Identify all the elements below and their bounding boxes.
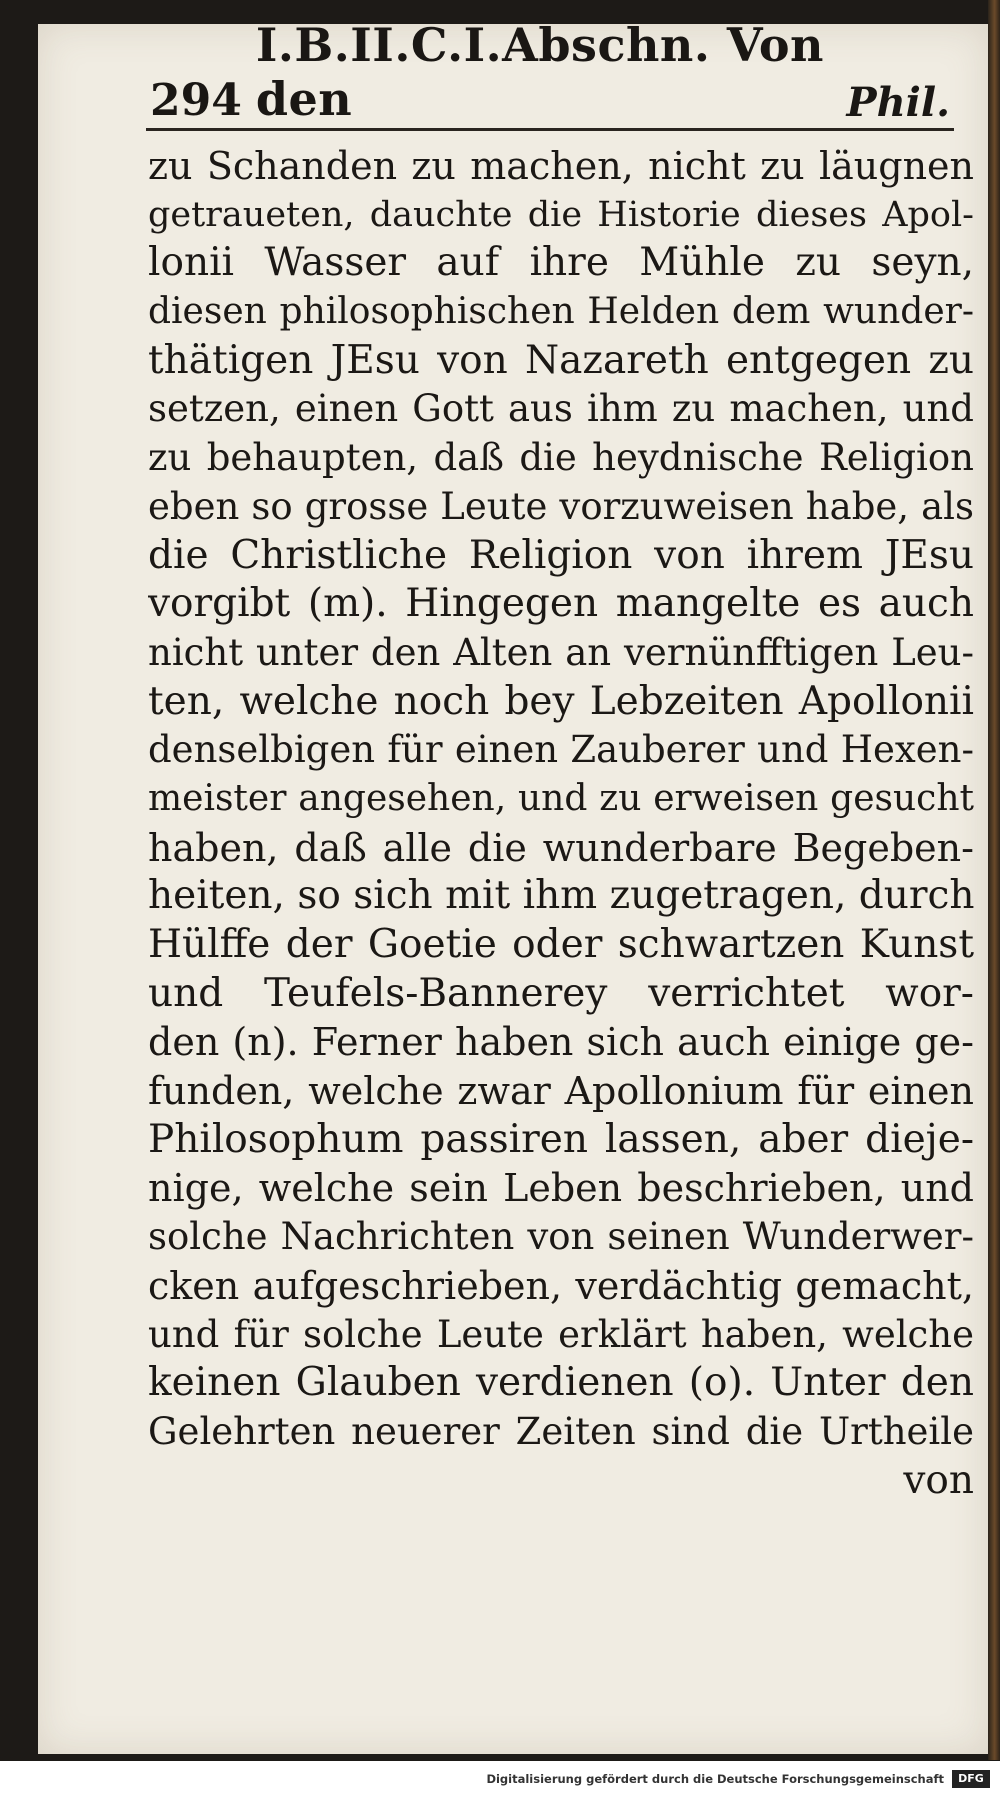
text-line: vorgibt (m). Hingegen mangelte es auch	[148, 581, 974, 627]
text-line: Philosophum passiren lassen, aber dieje-	[148, 1116, 974, 1162]
text-line: thätigen JEsu von Nazareth entgegen zu	[148, 337, 974, 383]
dfg-logo: DFG	[952, 1770, 990, 1788]
body-text	[148, 142, 974, 1505]
text-line: und für solche Leute erklärt haben, welche	[148, 1312, 974, 1356]
text-line: die Christliche Religion von ihrem JEsu	[148, 532, 974, 578]
book-page	[38, 18, 988, 1754]
text-line: denselbigen für einen Zauberer und Hexen-	[148, 728, 974, 772]
text-line: Hülffe der Goetie oder schwartzen Kunst	[148, 922, 974, 967]
text-line: setzen, einen Gott aus ihm zu machen, und	[148, 387, 974, 431]
text-line: meister angesehen, und zu erweisen gesucht	[148, 777, 974, 819]
text-line: cken aufgeschrieben, verdächtig gemacht,	[148, 1263, 974, 1308]
text-line: heiten, so sich mit ihm zugetragen, durch	[148, 873, 974, 919]
footer-credit: Digitalisierung gefördert durch die Deutsche Forschungsgemeinschaft	[486, 1772, 944, 1786]
text-line: lonii Wasser auf ihre Mühle zu seyn,	[148, 240, 974, 286]
text-line: diesen philosophischen Helden dem wunder-	[148, 291, 974, 333]
text-line: solche Nachrichten von seinen Wunderwer-	[148, 1215, 974, 1259]
text-line: eben so grosse Leute vorzuweisen habe, als	[148, 484, 974, 528]
text-line: haben, daß alle die wunderbare Begeben-	[148, 825, 974, 870]
text-line: von	[903, 1457, 974, 1503]
text-line: zu Schanden zu machen, nicht zu läugnen	[148, 144, 974, 188]
text-line: und Teufels-Bannerey verrichtet wor-	[148, 970, 974, 1016]
text-line: getraueten, dauchte die Historie dieses Apol-	[148, 194, 974, 235]
text-line: Gelehrten neuerer Zeiten sind die Urtheile	[148, 1409, 974, 1453]
text-line: keinen Glauben verdienen (o). Unter den	[148, 1360, 974, 1406]
header-rule	[146, 128, 954, 131]
text-line: funden, welche zwar Apollonium für einen	[148, 1069, 974, 1114]
text-line: den (n). Ferner haben sich auch einige ge-	[148, 1020, 974, 1065]
text-line: nige, welche sein Leben beschrieben, und	[148, 1166, 974, 1211]
footer-bar	[0, 1761, 1000, 1795]
text-line: ten, welche noch bey Lebzeiten Apollonii	[148, 678, 974, 724]
text-line: nicht unter den Alten an vernünfftigen Leu-	[148, 630, 974, 674]
page-number: 294	[150, 75, 242, 126]
text-line: zu behaupten, daß die heydnische Religion	[148, 436, 974, 480]
running-head: I.B.II.C.I.Abschn. Von den	[255, 18, 824, 126]
running-head-italic: Phil.	[846, 79, 950, 126]
scan-edge-right	[988, 0, 1000, 1760]
page-header	[150, 18, 950, 126]
